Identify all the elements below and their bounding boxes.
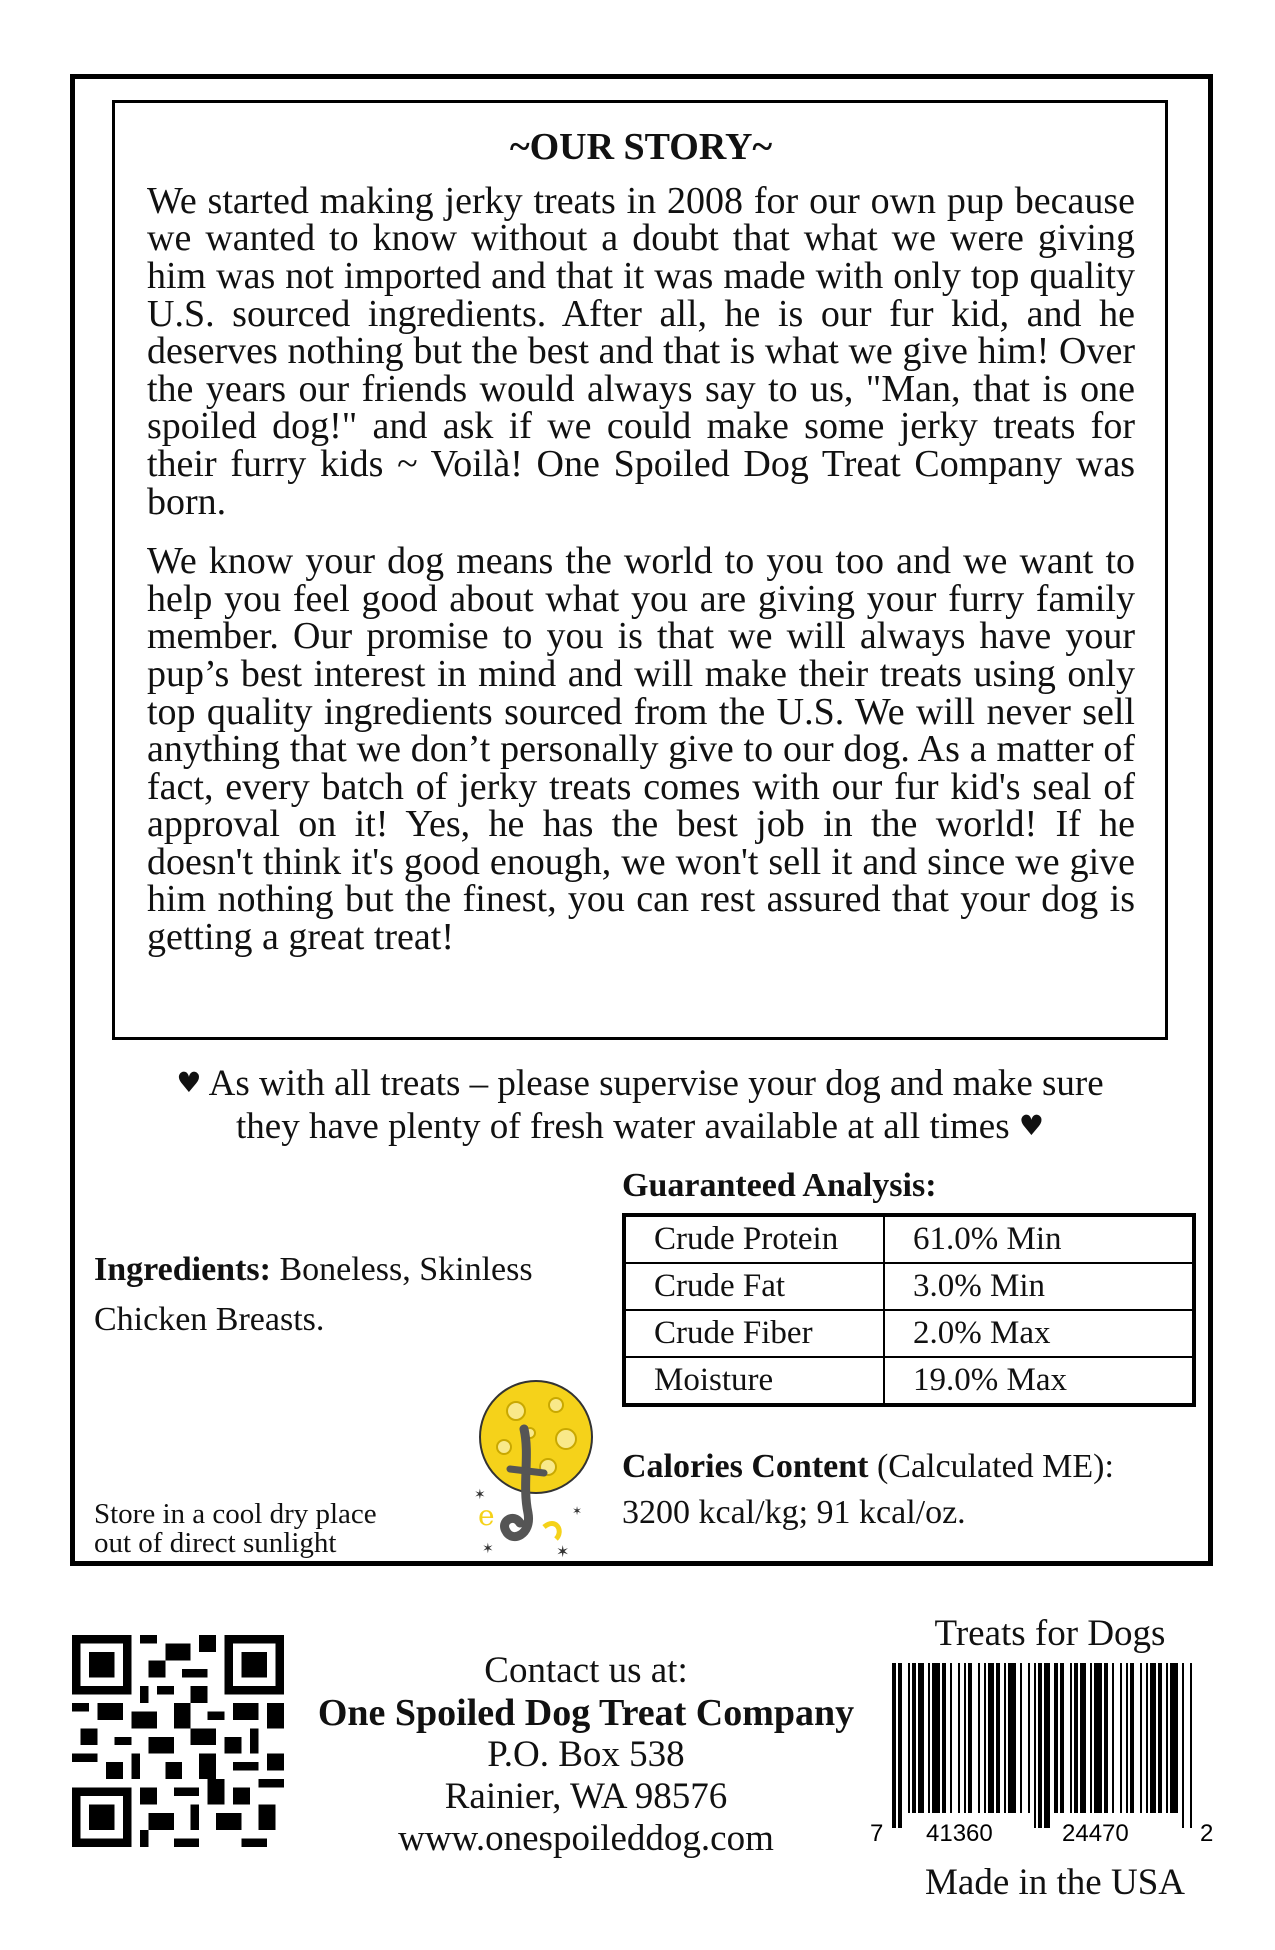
- qr-code-icon: [72, 1635, 284, 1847]
- barcode-bar: [1190, 1663, 1192, 1828]
- barcode-bar: [1120, 1663, 1122, 1813]
- story-paragraph-2: We know your dog means the world to you too and we want to help you feel good about what you are giving your furry family member. Our promise to you is that we will always have your pup’s best interest in mind and will make their treats using only top quality ingredients sourced from the U.S. We will never sell anything that we don’t personally give to our dog. As a matter of fact, every batch of jerky treats comes with our fur kid's seal of approval on it! Yes, he has the best job in the world! If he doesn't think it's good enough, we won't sell it and since we give him nothing but the finest, you can rest assured that your dog is getting a great treat!: [147, 540, 1135, 959]
- barcode-bar: [1126, 1663, 1128, 1813]
- nutrient-value: 19.0% Max: [884, 1357, 1194, 1405]
- nutrient-value: 3.0% Min: [884, 1263, 1194, 1310]
- table-row: [624, 1215, 1194, 1263]
- storage-line-2: out of direct sunlight: [94, 1527, 337, 1559]
- barcode-bar: [1094, 1663, 1102, 1813]
- barcode-bar: [1150, 1663, 1156, 1813]
- svg-text:✶: ✶: [474, 1487, 486, 1503]
- barcode-digits-left: 41360: [926, 1820, 993, 1847]
- barcode-bar: [932, 1663, 940, 1813]
- barcode-bar: [1038, 1663, 1042, 1828]
- contact-block: [286, 1650, 886, 1860]
- storage-line-1: Store in a cool dry place: [94, 1498, 377, 1530]
- barcode-bar: [1080, 1663, 1086, 1813]
- contact-intro: Contact us at:: [484, 1650, 688, 1691]
- barcode-bar: [964, 1663, 966, 1813]
- barcode-digit-check: 2: [1200, 1820, 1214, 1847]
- svg-text:✶: ✶: [482, 1541, 494, 1557]
- barcode-bar: [988, 1663, 994, 1813]
- barcode-bar: [1074, 1663, 1078, 1813]
- calories-suffix: (Calculated ME):: [868, 1448, 1114, 1485]
- barcode-bar: [984, 1663, 986, 1813]
- supervise-line-1: As with all treats – please supervise your dog and make sure: [208, 1063, 1104, 1104]
- svg-text:✶: ✶: [556, 1542, 570, 1560]
- barcode-bar: [958, 1663, 960, 1813]
- svg-text:✶: ✶: [572, 1504, 583, 1518]
- treats-for-dogs-label: Treats for Dogs: [934, 1613, 1166, 1654]
- table-row: [624, 1357, 1194, 1405]
- ingredients: [94, 1245, 594, 1345]
- barcode-bar: [1054, 1663, 1058, 1813]
- barcode-bar: [1020, 1663, 1022, 1813]
- barcode-bar: [1004, 1663, 1006, 1813]
- story-title: ~OUR STORY~: [509, 126, 773, 168]
- barcode-bar: [1170, 1663, 1178, 1813]
- table-row: [624, 1310, 1194, 1357]
- barcode-bar: [1112, 1663, 1114, 1813]
- nutrient-value: 61.0% Min: [884, 1215, 1194, 1263]
- barcode-digits-right: 24470: [1062, 1820, 1129, 1847]
- made-in-usa: Made in the USA: [925, 1862, 1185, 1903]
- heart-icon: ♥: [1018, 1109, 1044, 1142]
- barcode-bar: [1130, 1663, 1134, 1813]
- barcode-bar: [912, 1663, 916, 1813]
- barcode-bar: [892, 1663, 896, 1828]
- nutrient-name: Crude Fiber: [624, 1310, 884, 1357]
- barcode-bar: [1090, 1663, 1092, 1813]
- barcode-bar: [1070, 1663, 1072, 1813]
- barcode-bar: [918, 1663, 924, 1813]
- flower-logo-icon: [460, 1375, 600, 1560]
- barcode-bar: [942, 1663, 946, 1813]
- barcode-bar: [1158, 1663, 1162, 1813]
- barcode-bar: [1146, 1663, 1148, 1813]
- ingredients-text: Boneless, Skinless Chicken Breasts.: [94, 1251, 533, 1338]
- barcode-bar: [898, 1663, 902, 1828]
- nutrient-name: Moisture: [624, 1357, 884, 1405]
- barcode-bar: [1034, 1663, 1036, 1828]
- supervise-note: [100, 1062, 1180, 1148]
- heart-icon: ♥: [176, 1066, 202, 1099]
- barcode-bar: [978, 1663, 980, 1813]
- barcode-bar: [1182, 1663, 1184, 1828]
- nutrient-value: 2.0% Max: [884, 1310, 1194, 1357]
- barcode-icon: [862, 1663, 1222, 1873]
- barcode-digit-lead: 7: [870, 1820, 884, 1847]
- nutrient-name: Crude Protein: [624, 1215, 884, 1263]
- guaranteed-analysis-table: [622, 1213, 1196, 1407]
- story-paragraph-1: We started making jerky treats in 2008 for our own pup because we wanted to know without a doubt that what we were giving him was not imported and that it was made with only top quality U.S. sourced ingredients. After all, he is our fur kid, and he deserves nothing but the best and that is what we give him! Over the years our friends would always say to us, "Man, that is one spoiled dog!" and ask if we could make some jerky treats for their furry kids ~ Voilà! One Spoiled Dog Treat Company was born.: [147, 179, 1135, 523]
- nutrient-name: Crude Fat: [624, 1263, 884, 1310]
- barcode-bar: [1104, 1663, 1108, 1813]
- website-link[interactable]: www.onespoileddog.com: [398, 1818, 774, 1859]
- company-name: One Spoiled Dog Treat Company: [317, 1692, 855, 1734]
- barcode-bar: [950, 1663, 952, 1813]
- barcode-bar: [1140, 1663, 1142, 1813]
- calories-label: Calories Content: [622, 1448, 869, 1485]
- barcode-bar: [928, 1663, 930, 1813]
- barcode-bar: [1008, 1663, 1016, 1813]
- storage-instructions: [94, 1500, 424, 1558]
- guaranteed-analysis-title: Guaranteed Analysis:: [622, 1167, 937, 1204]
- barcode-bar: [996, 1663, 1000, 1813]
- table-row: [624, 1263, 1194, 1310]
- our-story-box: [112, 100, 1168, 1040]
- svg-text:e: e: [478, 1499, 495, 1532]
- barcode-bar: [1044, 1663, 1050, 1828]
- calories-value: 3200 kcal/kg; 91 kcal/oz.: [622, 1494, 966, 1531]
- barcode-bar: [908, 1663, 910, 1813]
- city-address: Rainier, WA 98576: [444, 1776, 728, 1817]
- barcode-bar: [1028, 1663, 1030, 1813]
- barcode-bar: [1166, 1663, 1168, 1813]
- po-box: P.O. Box 538: [487, 1734, 685, 1775]
- calories-content: [622, 1444, 1202, 1536]
- supervise-line-2: they have plenty of fresh water available at all times: [236, 1106, 1010, 1147]
- ingredients-label: Ingredients:: [94, 1251, 271, 1288]
- barcode-bar: [1060, 1663, 1064, 1813]
- barcode-bar: [968, 1663, 972, 1813]
